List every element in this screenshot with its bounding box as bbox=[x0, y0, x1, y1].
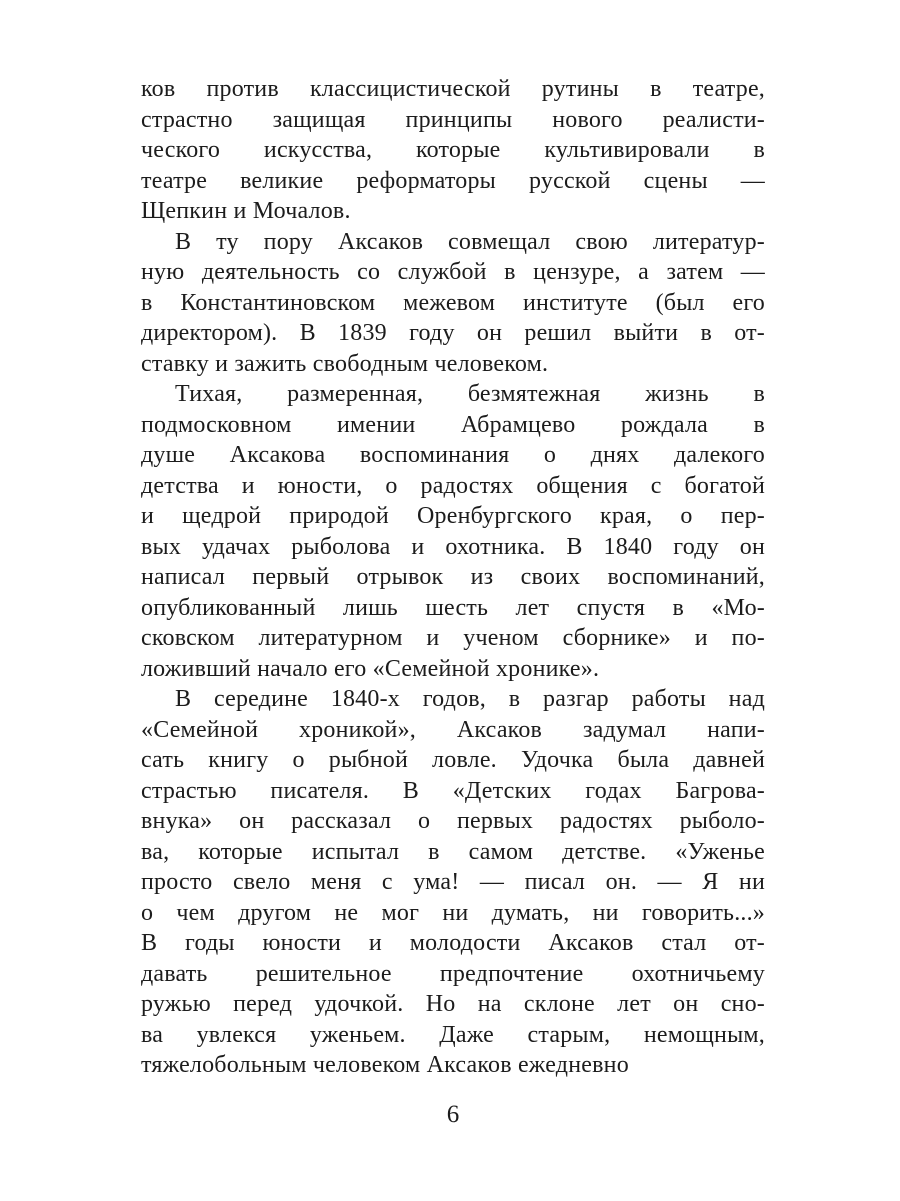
text-line: ружью перед удочкой. Но на склоне лет он сно- bbox=[141, 991, 765, 1017]
text-line: ва увлекся уженьем. Даже старым, немощным, bbox=[141, 1021, 765, 1048]
text-line: В ту пору Аксаков совмещал свою литератур- bbox=[175, 228, 765, 255]
text-line: внука» он рассказал о первых радостях рыболо- bbox=[141, 808, 765, 834]
text-line: вых удачах рыболова и охотника. В 1840 году он bbox=[141, 533, 765, 560]
text-line: В годы юности и молодости Аксаков стал от- bbox=[141, 930, 765, 956]
paragraph bbox=[141, 227, 765, 380]
text-line: подмосковном имении Абрамцево рождала в bbox=[141, 411, 765, 438]
text-line: душе Аксакова воспоминания о днях далекого bbox=[141, 442, 765, 468]
text-line: в Константиновском межевом институте (был его bbox=[141, 289, 765, 316]
page-number: 6 bbox=[446, 1101, 460, 1128]
paragraph bbox=[141, 74, 765, 227]
paragraph bbox=[141, 684, 765, 1081]
text-line: написал первый отрывок из своих воспоминаний, bbox=[141, 564, 765, 590]
text-line: сать книгу о рыбной ловле. Удочка была давней bbox=[141, 747, 765, 773]
text-line: В середине 1840-х годов, в разгар работы над bbox=[175, 686, 765, 712]
text-line: сковском литературном и ученом сборнике» и по- bbox=[141, 625, 765, 651]
text-line: директором). В 1839 году он решил выйти в от- bbox=[141, 320, 765, 346]
text-line: ставку и зажить свободным человеком. bbox=[141, 350, 549, 377]
text-line: просто свело меня с ума! — писал он. — Я ни bbox=[141, 869, 765, 895]
text-line: страстью писателя. В «Детских годах Багрова- bbox=[141, 777, 765, 804]
text-line: страстно защищая принципы нового реалисти- bbox=[141, 106, 765, 133]
text-line: ную деятельность со службой в цензуре, а затем — bbox=[141, 259, 765, 285]
text-line: ложивший начало его «Семейной хронике». bbox=[141, 655, 600, 682]
text-line: детства и юности, о радостях общения с богатой bbox=[141, 472, 765, 499]
text-line: Тихая, размеренная, безмятежная жизнь в bbox=[175, 381, 765, 407]
text-line: ва, которые испытал в самом детстве. «Уженье bbox=[141, 838, 765, 865]
text-line: и щедрой природой Оренбургского края, о пер- bbox=[141, 503, 765, 529]
text-line: тяжелобольным человеком Аксаков ежедневно bbox=[141, 1052, 629, 1078]
text-line: Щепкин и Мочалов. bbox=[141, 198, 351, 224]
text-line: театре великие реформаторы русской сцены — bbox=[141, 167, 765, 194]
text-line: «Семейной хроникой», Аксаков задумал напи- bbox=[141, 716, 765, 743]
text-line: ков против классицистической рутины в театре, bbox=[141, 76, 765, 102]
paragraph bbox=[141, 379, 765, 684]
text-line: о чем другом не мог ни думать, ни говорить...» bbox=[141, 899, 765, 926]
page-text bbox=[141, 74, 765, 1081]
text-line: опубликованный лишь шесть лет спустя в «Мо- bbox=[141, 594, 765, 621]
text-line: ческого искусства, которые культивировали в bbox=[141, 137, 765, 163]
text-line: давать решительное предпочтение охотничьему bbox=[141, 960, 765, 987]
